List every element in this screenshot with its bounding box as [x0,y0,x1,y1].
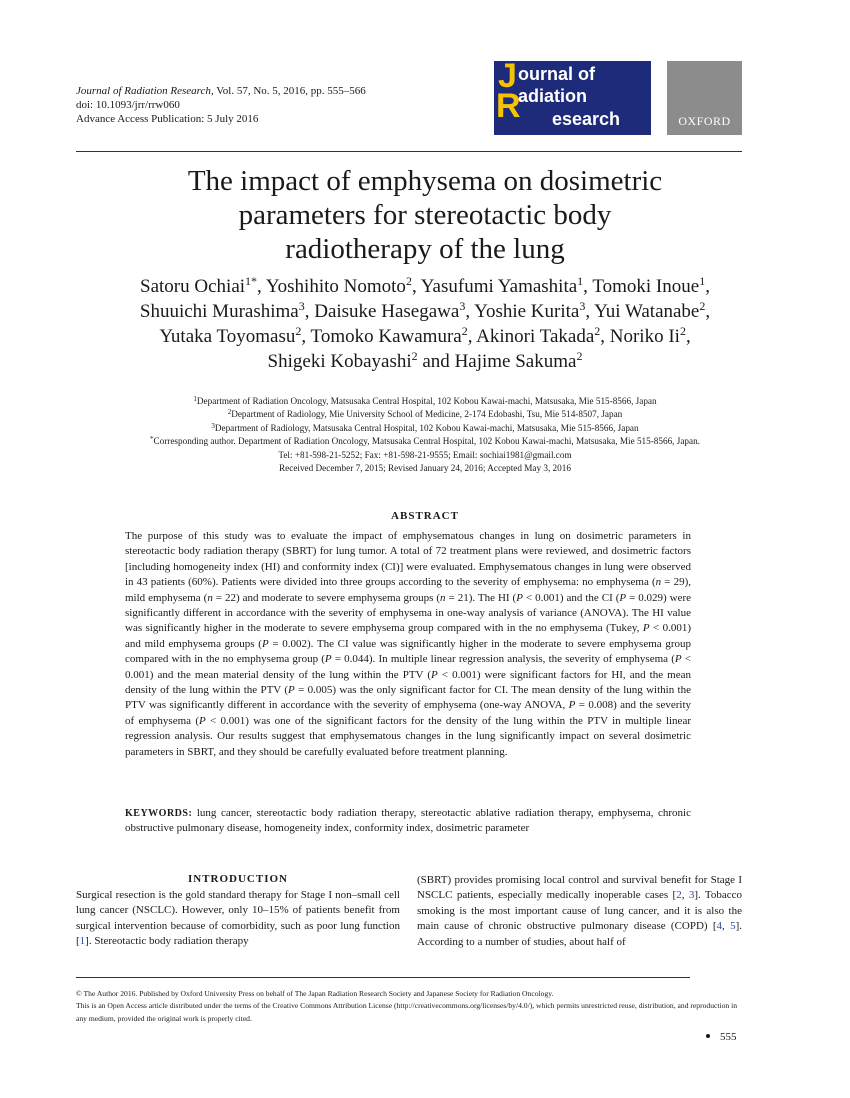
author: Akinori Takada [476,326,595,347]
introduction-heading: INTRODUCTION [187,873,288,885]
author: Tomoki Inoue [592,276,700,297]
author: Hajime Sakuma [454,351,577,372]
contact-info: Tel: +81-598-21-5252; Fax: +81-598-21-9555; Email: sochiai1981@gmail.com [278,449,572,460]
author: Satoru Ochiai [140,276,246,297]
author: Yoshihito Nomoto [265,276,406,297]
intro-left-column: Surgical resection is the gold standard therapy for Stage I non–small cell lung cancer (NSCLC). However, only 10–15% of patients benefit from surgical intervention because of comorbidity, such as poor lung function [1]. Stereotactic body radiation therapy [76,889,400,948]
citation-block [76,84,366,126]
page-number: 555 [706,1031,737,1043]
keywords: KEYWORDS: lung cancer, stereotactic body radiation therapy, stereotactic ablative radiation therapy, emphysema, chronic obstructive pulmonary disease, homogeneity index, conformity index, dosimetric parameter [125,807,691,835]
citation-link[interactable]: 5 [730,920,736,933]
citation-link[interactable]: 2 [676,889,682,902]
abstract-body: The purpose of this study was to evaluate the impact of emphysematous changes in lung on dosimetric parameters in stereotactic body radiation therapy (SBRT) for lung tumor. A total of 72 treatment plans were reviewed, and dosimetric factors [including homogeneity index (HI) and conformity index (CI)] were evaluated. Emphysematous changes in lung were observed in 43 patients (60%). Patients were divided into three groups according to the severity of emphysema: no emphysema (n = 29), mild emphysema (n = 22) and moderate to severe emphysema groups (n = 21). The HI (P < 0.001) and the CI (P = 0.029) were significantly different in accordance with the severity of emphysema in one-way analysis of variance (ANOVA). The HI value was significantly higher in the moderate to severe emphysema group compared with in the no emphysema (Tukey, P < 0.001) and mild emphysema groups (P = 0.002). The CI value was significantly higher in the moderate to severe emphysema group compared with in the no emphysema group (P = 0.044). In multiple linear regression analysis, the severity of emphysema (P < 0.001) and the mean material density of the lung within the PTV (P < 0.001) were significant factors for HI, and the mean density of the lung within the PTV (P = 0.005) was the only significant factor for CI. The mean density of the lung within the PTV was significantly different in accordance with the severity of emphysema (one-way ANOVA, P = 0.008) and the severity of emphysema (P < 0.001) was one of the significant factors for the density of the lung within the PTV in multiple linear regression analysis. Our results suggest that emphysematous changes in the lung significantly impact on several dosimetric parameters in SBRT, and they should be carefully evaluated before treatment planning. [125,530,692,758]
author: Yutaka Toyomasu [159,326,296,347]
citation-link[interactable]: 4 [716,920,723,933]
author: Noriko Ii [609,326,680,347]
journal-name: Journal of Radiation Research [76,85,211,97]
author: Shigeki Kobayashi [267,351,412,372]
paper-title: The impact of emphysema on dosimetric parameters for stereotactic body radiotherapy of the lung [187,165,663,265]
author: Tomoko Kawamura [310,326,462,347]
header-rule [76,151,742,152]
abstract-heading: ABSTRACT [391,510,459,522]
oxford-logo: OXFORD [667,61,742,135]
citation-link[interactable]: 1 [79,935,86,948]
intro-right-column: (SBRT) provides promising local control and survival benefit for Stage I NSCLC patients, especially medically inoperable cases [2, 3]. Tobacco smoking is the most important cause of lung cancer, and it is also the main cause of chronic obstructive pulmonary disease (COPD) [4, 5]. According to a number of studies, about half of [417,874,743,948]
bullet-icon [706,1034,710,1038]
license-text: This is an Open Access article distributed under the terms of the Creative Commons Attribution License (http://creativecommons.org/licenses/by/4.0/), which permits unrestricted reuse, distribution, and reproduction in any medium, provided the original work is properly cited. [76,1001,737,1023]
citation-link[interactable]: 3 [688,889,695,902]
copyright-line: © The Author 2016. Published by Oxford University Press on behalf of The Japan Radiation Research Society and Japanese Society for Radiation Oncology. [76,989,554,998]
license-footer [76,988,742,1025]
citation-line: Journal of Radiation Research, Vol. 57, No. 5, 2016, pp. 555–566 [76,85,366,97]
author: Daisuke Hasegawa [314,301,460,322]
author: Yoshie Kurita [474,301,580,322]
received-dates: Received December 7, 2015; Revised January 24, 2016; Accepted May 3, 2016 [279,463,571,474]
doi: doi: 10.1093/jrr/rrw060 [76,99,180,111]
advance-access-date: Advance Access Publication: 5 July 2016 [76,113,259,125]
jrr-logo: J ournal of adiation R esearch [494,61,651,135]
affiliations: $^1$Department of Radiation Oncology, Matsusaka Central Hospital, 102 Kobou Kawai-machi, Matsusaka, Mie 515-8566, Japan $^2$Department of Radiology, Mie University School of Medicine, 2-174 Edobashi, Tsu, Mie 514-8507, Japan $^3$Department of Radiology, Matsusaka Central Hospital, 102 Kobou Kawai-machi, Matsusaka, Mie 515-8566, Japan *Corresponding author. Department of Radiation Oncology, Matsusaka Central Hospital, 102 Kobou Kawai-machi, Matsusaka, Mie 515-8566, Japan. Tel: +81-598-21-5252; Fax: +81-598-21-9555; Email: sochiai1981@gmail.com Received December 7, 2015; Revised January 24, 2016; Accepted May 3, 2016 [60,395,790,475]
footer-rule [76,977,690,978]
keywords-label: KEYWORDS: [125,808,193,819]
author-list: Satoru Ochiai$^{1*}$, Yoshihito Nomoto$^2$, Yasufumi Yamashita$^1$, Tomoki Inoue$^1$, Shuuichi Murashima$^3$, Daisuke Hasegawa$^3$, Yoshie Kurita$^3$, Yui Watanabe$^2$, Yutaka Toyomasu$^2$, Tomoko Kawamura$^2$, Akinori Takada$^2$, Noriko Ii$^2$, Shigeki Kobayashi$^2$ and Hajime Sakuma$^2$ [139,274,711,372]
author: Yui Watanabe [594,301,700,322]
author: Yasufumi Yamashita [420,276,578,297]
author: Shuuichi Murashima [139,301,299,322]
